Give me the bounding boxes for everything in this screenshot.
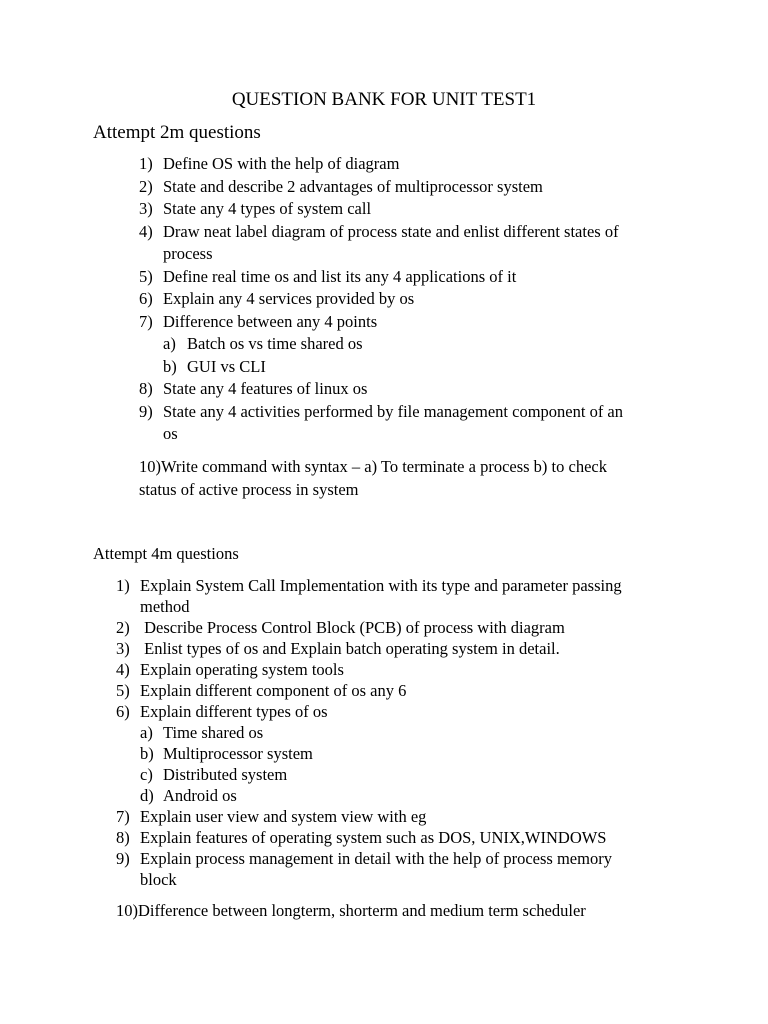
question-number: 5) <box>139 266 153 286</box>
question-number: 3) <box>139 199 153 218</box>
question-number: 9) <box>139 401 153 421</box>
sub-question-letter: b) <box>163 356 177 376</box>
question-text-continued: status of active process in system <box>139 479 359 499</box>
question-item <box>116 806 622 827</box>
sub-question-item <box>116 785 622 806</box>
question-item <box>139 378 623 401</box>
question-text: 10)Write command with syntax – a) To terminate a process b) to check <box>139 457 607 476</box>
question-item <box>139 153 623 176</box>
document-title: QUESTION BANK FOR UNIT TEST1 <box>231 89 537 110</box>
question-text: Explain any 4 services provided by os <box>163 289 415 308</box>
question-item <box>116 575 622 617</box>
question-text: State any 4 features of linux os <box>163 379 368 398</box>
question-item <box>116 617 622 638</box>
question-item-10-2m <box>139 456 607 501</box>
question-item <box>139 221 623 266</box>
question-item <box>116 638 622 659</box>
question-item <box>139 176 623 199</box>
question-text: Explain different component of os any 6 <box>140 681 407 700</box>
sub-question-text: Android os <box>163 786 237 805</box>
section-heading-2m: Attempt 2m questions <box>93 122 261 143</box>
sub-question-text: GUI vs CLI <box>187 356 266 376</box>
question-text: Define OS with the help of diagram <box>163 154 400 173</box>
question-number: 4) <box>116 660 130 679</box>
question-number: 8) <box>116 828 130 847</box>
sub-question-letter: a) <box>140 723 153 742</box>
question-number: 1) <box>139 154 153 173</box>
question-item <box>116 848 622 890</box>
sub-question-text: Multiprocessor system <box>163 744 313 763</box>
sub-question-item <box>116 764 622 785</box>
question-text: Explain user view and system view with eg <box>140 807 427 826</box>
question-item <box>139 311 623 334</box>
sub-question-letter: d) <box>140 786 154 805</box>
question-number: 8) <box>139 379 153 398</box>
sub-question-text: Batch os vs time shared os <box>187 334 363 353</box>
sub-question-text: Distributed system <box>163 765 288 784</box>
question-item <box>139 401 623 446</box>
question-number: 9) <box>116 849 130 868</box>
sub-question-letter: c) <box>140 765 153 784</box>
question-list-4m <box>116 575 622 890</box>
question-text: Define real time os and list its any 4 applications of it <box>163 266 517 286</box>
question-number: 5) <box>116 681 130 700</box>
question-number: 7) <box>139 311 153 331</box>
sub-question-item <box>139 356 623 379</box>
question-number: 2) <box>116 618 130 637</box>
question-number: 2) <box>139 176 153 196</box>
question-item <box>116 659 622 680</box>
question-text: Difference between any 4 points <box>163 311 378 331</box>
question-text: State any 4 types of system call <box>163 199 372 218</box>
question-item <box>139 288 623 311</box>
question-number: 6) <box>116 702 130 721</box>
section-heading-4m: Attempt 4m questions <box>93 544 239 563</box>
question-number: 6) <box>139 289 153 308</box>
question-number: 7) <box>116 807 130 826</box>
question-text: Explain operating system tools <box>140 660 344 679</box>
sub-question-item <box>139 333 623 356</box>
question-text: Explain process management in detail with the help of process memory block <box>140 849 612 889</box>
sub-question-text: Time shared os <box>163 723 264 742</box>
question-text: State and describe 2 advantages of multiprocessor system <box>163 176 543 196</box>
question-text: Draw neat label diagram of process state and enlist different states of process <box>163 221 619 263</box>
sub-question-letter: b) <box>140 744 154 763</box>
question-list-2m <box>139 153 623 446</box>
question-item <box>116 701 622 722</box>
question-item <box>116 827 622 848</box>
sub-question-letter: a) <box>163 334 176 353</box>
question-text: State any 4 activities performed by file management component of an os <box>163 401 624 443</box>
question-text: 10)Difference between longterm, shorterm and medium term scheduler <box>116 901 586 920</box>
question-text: Explain different types of os <box>140 702 328 721</box>
question-item <box>139 266 623 289</box>
sub-question-item <box>116 722 622 743</box>
question-number: 3) <box>116 639 130 658</box>
question-text: Describe Process Control Block (PCB) of process with diagram <box>140 618 565 637</box>
question-text: Explain features of operating system such as DOS, UNIX,WINDOWS <box>140 828 607 847</box>
question-number: 1) <box>116 576 130 595</box>
question-item <box>139 198 623 221</box>
question-text: Enlist types of os and Explain batch operating system in detail. <box>140 639 560 658</box>
question-item <box>116 680 622 701</box>
question-text: Explain System Call Implementation with its type and parameter passing method <box>140 576 622 616</box>
question-item-10-4m <box>116 900 586 921</box>
sub-question-item <box>116 743 622 764</box>
question-number: 4) <box>139 221 153 241</box>
